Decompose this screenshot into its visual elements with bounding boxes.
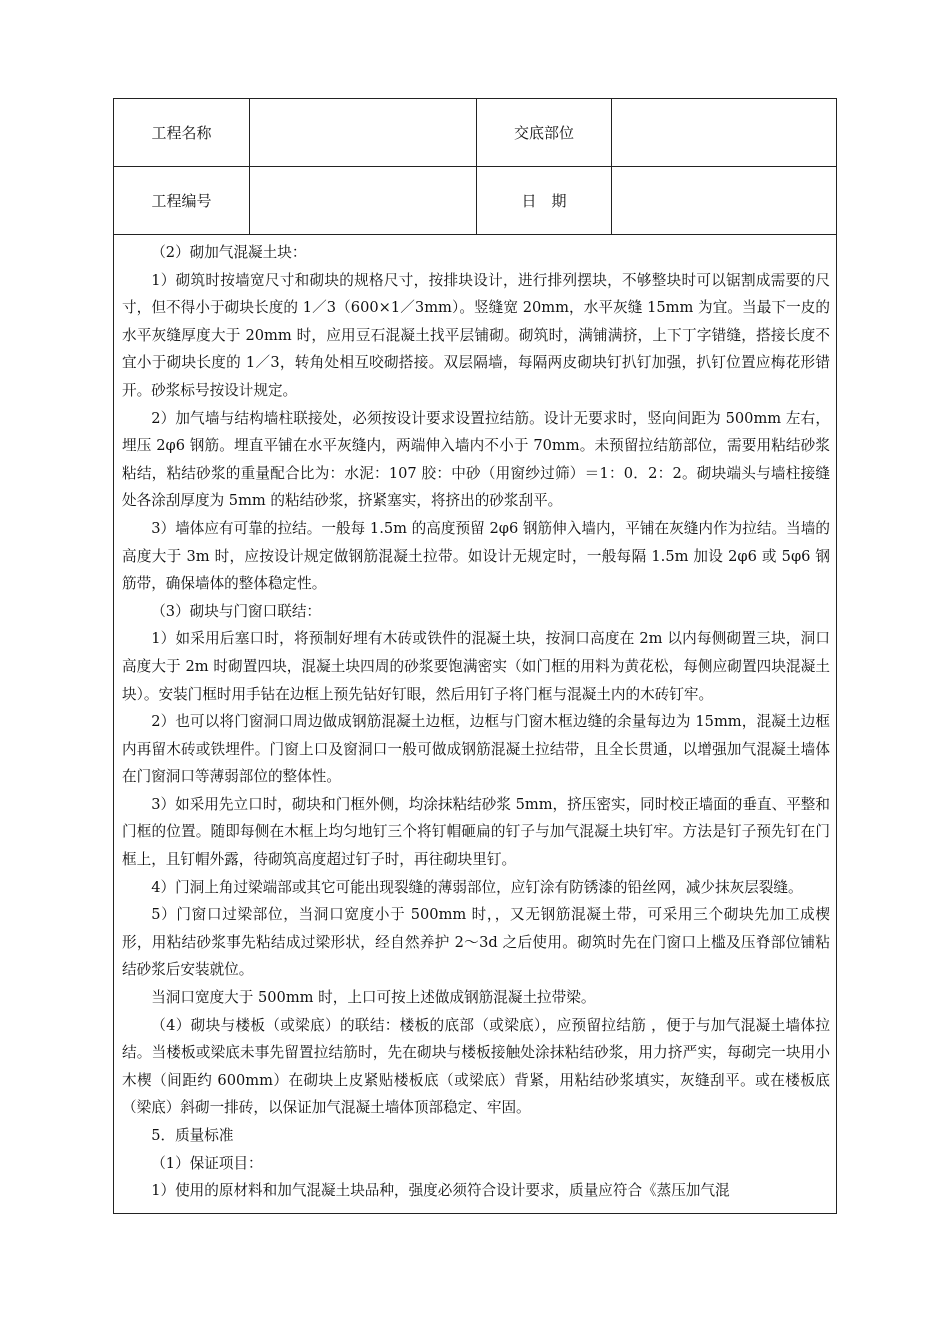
project-no-label: 工程编号 [114,167,250,234]
paragraph: 3）如采用先立口时，砌块和门框外侧，均涂抹粘结砂浆 5mm，挤压密实，同时校正墙面的垂直、平整和门框的位置。随即每侧在木框上均匀地钉三个将钉帽砸扁的钉子与加气混凝土块钉牢。方法是钉子预先钉在门框上，且钉帽外露，待砌筑高度超过钉子时，再往砌块里钉。 [122,795,830,869]
paragraph: 1）如采用后塞口时，将预制好埋有木砖或铁件的混凝土块，按洞口高度在 2m 以内每侧砌置三块，洞口高度大于 2m 时砌置四块，混凝土块四周的砂浆要饱满密实（如门框的用料为黄花松，每侧应砌置四块混凝土块）。安装门框时用手钻在边框上预先钻好钉眼，然后用钉子将门框与混凝土内的木砖钉牢。 [122,630,830,703]
paragraph: （2）砌加气混凝土块： [151,244,307,261]
date-value [612,167,836,234]
paragraph: 2）加气墙与结构墙柱联接处，必须按设计要求设置拉结筋。设计无要求时，竖向间距为 500mm 左右，埋压 2φ6 钢筋。埋直平铺在水平灰缝内，两端伸入墙内不小于 70mm。未预留拉结筋部位，需要用粘结砂浆粘结，粘结砂浆的重量配合比为：水泥：107 胶：中砂（用窗纱过筛）＝1：0．2：2。砌块端头与墙柱接缝处各涂刮厚度为 5mm 的粘结砂浆，挤紧塞实，将挤出的砂浆刮平。 [122,409,830,510]
disclosure-form [113,98,837,1214]
paragraph: 1）使用的原材料和加气混凝土块品种，强度必须符合设计要求，质量应符合《蒸压加气混 [151,1182,730,1200]
paragraph: 4）门洞上角过梁端部或其它可能出现裂缝的薄弱部位，应钉涂有防锈漆的铅丝网，减少抹灰层裂缝。 [151,878,803,896]
location-value [612,99,836,166]
project-no-value [250,167,477,234]
paragraph: 5）门窗口过梁部位，当洞口宽度小于 500mm 时，，又无钢筋混凝土带，可采用三个砌块先加工成楔形，用粘结砂浆事先粘结成过梁形状，经自然养护 2～3d 之后使用。砌筑时先在门窗口上槛及压脊部位铺粘结砂浆后安装就位。 [122,906,830,979]
project-name-label: 工程名称 [114,99,250,166]
paragraph: 当洞口宽度大于 500mm 时，上口可按上述做成钢筋混凝土拉带梁。 [151,989,596,1007]
paragraph: （1）保证项目： [151,1154,263,1172]
project-name-value [250,99,477,166]
section-heading: 5．质量标准 [151,1127,234,1144]
disclosure-content [122,239,830,1205]
paragraph: 1）砌筑时按墙宽尺寸和砌块的规格尺寸，按排块设计，进行排列摆块，不够整块时可以锯割成需要的尺寸，但不得小于砌块长度的 1／3（600×1／3mm）。竖缝宽 20mm，水平灰缝 15mm 为宜。当最下一皮的水平灰缝厚度大于 20mm 时，应用豆石混凝土找平层铺砌。砌筑时，满铺满挤，上下丁字错缝，搭接长度不宜小于砌块长度的 1／3，转角处相互咬砌搭接。双层隔墙，每隔两皮砌块钉扒钉加强，扒钉位置应梅花形错开。砂浆标号按设计规定。 [122,271,830,399]
paragraph: （4）砌块与楼板（或梁底）的联结：楼板的底部（或梁底），应预留拉结筋 ，便于与加气混凝土墙体拉结。当楼板或梁底未事先留置拉结筋时，先在砌块与楼板接触处涂抹粘结砂浆，用力挤严实，每砌完一块用小木楔（间距约 600mm）在砌块上皮紧贴楼板底（或梁底）背紧，用粘结砂浆填实，灰缝刮平。或在楼板底（梁底）斜砌一排砖，以保证加气混凝土墙体顶部稳定、牢固。 [122,1016,830,1117]
location-label: 交底部位 [477,99,612,166]
paragraph: 3）墙体应有可靠的拉结。一般每 1.5m 的高度预留 2φ6 钢筋伸入墙内，平铺在灰缝内作为拉结。当墙的高度大于 3m 时，应按设计规定做钢筋混凝土拉带。如设计无规定时，一般每隔 1.5m 加设 2φ6 或 5φ6 钢筋带，确保墙体的整体稳定性。 [122,519,830,593]
date-label: 日 期 [477,167,612,234]
header-row-1 [114,99,836,167]
paragraph: 2）也可以将门窗洞口周边做成钢筋混凝土边框，边框与门窗木框边缝的余量每边为 15mm，混凝土边框内再留木砖或铁埋件。门窗上口及窗洞口一般可做成钢筋混凝土拉结带，且全长贯通，以增强加气混凝土墙体在门窗洞口等薄弱部位的整体性。 [122,713,830,786]
header-row-2 [114,167,836,235]
paragraph: （3）砌块与门窗口联结： [151,602,322,620]
